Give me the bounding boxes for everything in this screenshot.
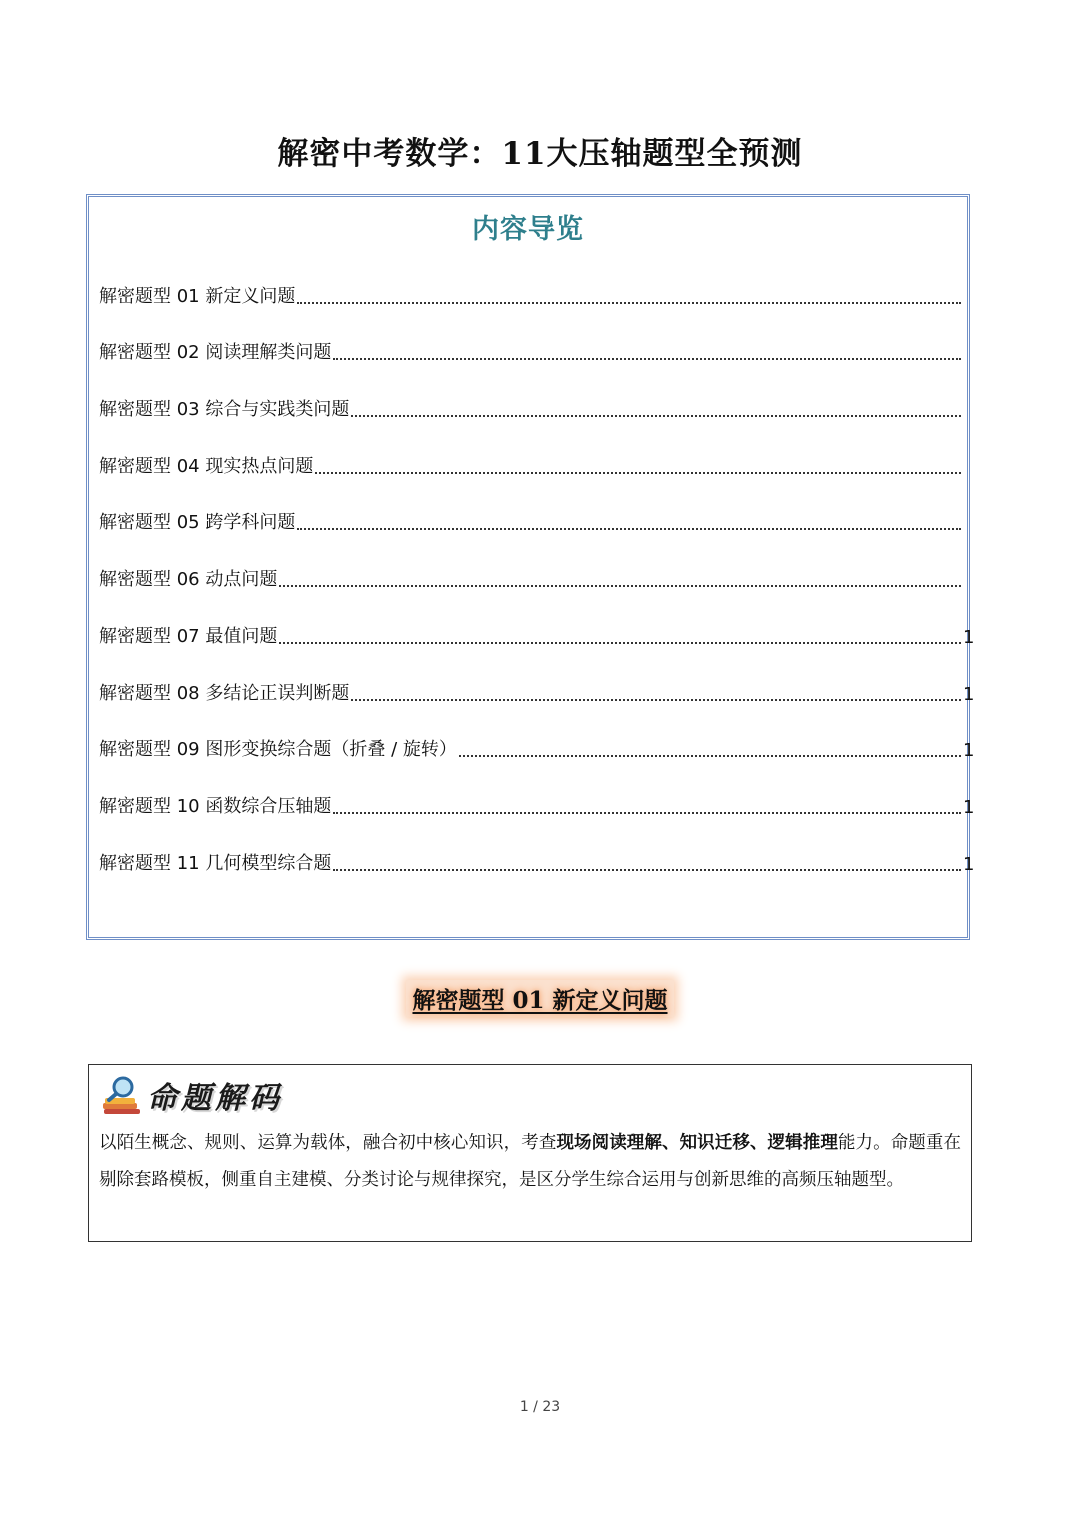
- toc-leader-dots: [333, 869, 961, 871]
- toc-item-label: 解密题型 05 跨学科问题: [99, 512, 296, 534]
- toc-leader-dots: [315, 472, 961, 474]
- toc-item-07[interactable]: [99, 609, 973, 666]
- intro-paragraph: [99, 1125, 961, 1199]
- toc-leader-dots: [297, 302, 961, 304]
- intro-box: [88, 1064, 972, 1242]
- intro-badge-title: 命题解码: [147, 1081, 283, 1116]
- toc-heading: 内容导览: [472, 214, 584, 245]
- toc-item-page: 1: [963, 796, 975, 818]
- toc-item-page: 1: [963, 740, 975, 762]
- page-number: 1 / 23: [519, 1399, 561, 1415]
- document-title: 解密中考数学：11大压轴题型全预测: [277, 136, 803, 172]
- section-heading: 解密题型 01 新定义问题: [406, 980, 673, 1017]
- toc-item-11[interactable]: [99, 836, 973, 893]
- section-heading-wrap: [0, 980, 1080, 1017]
- toc-leader-dots: [279, 585, 961, 587]
- toc-item-label: 解密题型 04 现实热点问题: [99, 455, 314, 477]
- toc-item-label: 解密题型 03 综合与实践类问题: [99, 399, 350, 421]
- toc-item-05[interactable]: [99, 496, 973, 553]
- toc-leader-dots: [351, 699, 961, 701]
- toc-item-08[interactable]: [99, 666, 973, 723]
- intro-badge: [101, 1071, 283, 1119]
- intro-text-part2: 能力。命题重在剔除套路模板，侧重自主建模、分类讨论与规律探究，是区分学生综合运用与创新思维的高频压轴题型。: [99, 1133, 961, 1190]
- toc-item-06[interactable]: [99, 552, 973, 609]
- toc-item-01[interactable]: [99, 269, 973, 326]
- toc-item-label: 解密题型 01 新定义问题: [99, 285, 296, 307]
- toc-list: [99, 269, 973, 893]
- magnifier-books-icon: [101, 1073, 145, 1117]
- toc-item-label: 解密题型 02 阅读理解类问题: [99, 342, 332, 364]
- toc-item-label: 解密题型 09 图形变换综合题（折叠 / 旋转）: [99, 739, 457, 761]
- toc-item-03[interactable]: [99, 382, 973, 439]
- toc-item-page: 1: [963, 683, 975, 705]
- toc-item-label: 解密题型 07 最值问题: [99, 625, 278, 647]
- toc-leader-dots: [459, 755, 961, 757]
- toc-leader-dots: [297, 528, 961, 530]
- toc-item-label: 解密题型 11 几何模型综合题: [99, 852, 332, 874]
- toc-box: [86, 194, 975, 940]
- toc-item-10[interactable]: [99, 779, 973, 836]
- toc-leader-dots: [279, 642, 961, 644]
- toc-item-09[interactable]: [99, 723, 973, 780]
- intro-text-part1: 以陌生概念、规则、运算为载体，融合初中核心知识，考查: [99, 1133, 557, 1153]
- toc-item-label: 解密题型 08 多结论正误判断题: [99, 682, 350, 704]
- toc-leader-dots: [333, 812, 961, 814]
- toc-leader-dots: [351, 415, 961, 417]
- toc-item-label: 解密题型 10 函数综合压轴题: [99, 795, 332, 817]
- toc-item-02[interactable]: [99, 326, 973, 383]
- toc-item-label: 解密题型 06 动点问题: [99, 569, 278, 591]
- intro-text-bold: 现场阅读理解、知识迁移、逻辑推理: [556, 1133, 838, 1153]
- toc-item-04[interactable]: [99, 439, 973, 496]
- toc-leader-dots: [333, 358, 961, 360]
- toc-item-page: 1: [963, 853, 975, 875]
- toc-item-page: 1: [963, 626, 975, 648]
